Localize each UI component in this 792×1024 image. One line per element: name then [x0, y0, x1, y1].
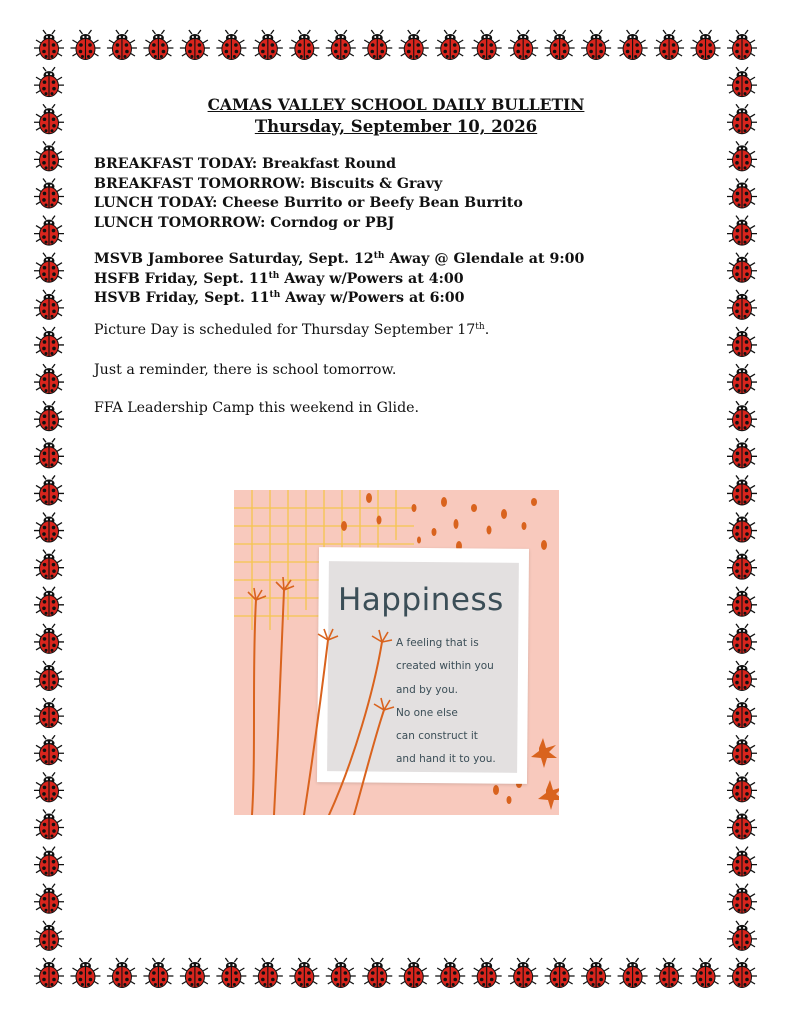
ladybug-icon — [289, 30, 319, 60]
ladybug-icon — [654, 30, 684, 60]
ladybug-icon — [435, 30, 465, 60]
ladybug-icon — [727, 810, 757, 840]
picture-day-announcement: Picture Day is scheduled for Thursday September 17th. — [94, 322, 490, 338]
sports-event: MSVB Jamboree Saturday, Sept. 12th Away @ Glendale at 9:00 — [94, 251, 585, 267]
ladybug-icon — [34, 513, 64, 543]
lunch-tomorrow: LUNCH TOMORROW: Corndog or PBJ — [94, 214, 395, 231]
ladybug-icon — [618, 958, 648, 988]
breakfast-today: BREAKFAST TODAY: Breakfast Round — [94, 156, 397, 172]
ladybug-icon — [34, 178, 64, 208]
ladybug-icon — [727, 847, 757, 877]
ladybug-icon — [34, 661, 64, 691]
ladybug-icon — [34, 327, 64, 357]
ladybug-icon — [691, 30, 721, 60]
ladybug-icon — [435, 958, 465, 988]
ladybug-icon — [727, 921, 757, 951]
ladybug-icon — [34, 216, 64, 246]
menu-section — [94, 155, 523, 233]
ladybug-icon — [34, 921, 64, 951]
quote-line: can construct it — [396, 730, 478, 743]
ladybug-icon — [216, 958, 246, 988]
ladybug-icon — [362, 958, 392, 988]
ladybug-icon — [180, 958, 210, 988]
ladybug-icon — [143, 958, 173, 988]
ladybug-icon — [70, 958, 100, 988]
ladybug-icon — [34, 364, 64, 394]
sports-event: HSVB Friday, Sept. 11th Away w/Powers at 6:00 — [94, 290, 465, 306]
ladybug-icon — [618, 30, 648, 60]
ladybug-icon — [107, 30, 137, 60]
ladybug-icon — [727, 587, 757, 617]
ladybug-icon — [34, 253, 64, 283]
image-quote — [396, 632, 526, 772]
ladybug-icon — [34, 698, 64, 728]
school-reminder: Just a reminder, there is school tomorrow. — [94, 362, 397, 378]
ladybug-icon — [362, 30, 392, 60]
quote-line: and by you. — [396, 683, 458, 696]
ladybug-icon — [727, 141, 757, 171]
ladybug-icon — [326, 30, 356, 60]
ladybug-icon — [70, 30, 100, 60]
quote-line: A feeling that is — [396, 637, 479, 649]
ladybug-icon — [34, 958, 64, 988]
ladybug-icon — [581, 30, 611, 60]
ladybug-icon — [34, 772, 64, 802]
ladybug-icon — [180, 30, 210, 60]
ladybug-icon — [727, 772, 757, 802]
ladybug-icon — [34, 438, 64, 468]
ladybug-icon — [472, 30, 502, 60]
ladybug-icon — [508, 958, 538, 988]
ladybug-icon — [727, 67, 757, 97]
ladybug-icon — [691, 958, 721, 988]
quote-line: created within you — [396, 660, 494, 673]
ladybug-icon — [727, 475, 757, 505]
ladybug-icon — [727, 513, 757, 543]
ladybug-icon — [34, 67, 64, 97]
ladybug-icon — [34, 550, 64, 580]
ladybug-icon — [727, 884, 757, 914]
ladybug-icon — [34, 624, 64, 654]
ladybug-icon — [727, 661, 757, 691]
ladybug-icon — [399, 958, 429, 988]
ladybug-icon — [727, 216, 757, 246]
ladybug-icon — [216, 30, 246, 60]
ladybug-icon — [253, 958, 283, 988]
ladybug-icon — [34, 735, 64, 765]
sports-event: HSFB Friday, Sept. 11th Away w/Powers at 4:00 — [94, 270, 464, 287]
ladybug-icon — [326, 958, 356, 988]
ffa-announcement: FFA Leadership Camp this weekend in Glide. — [94, 400, 420, 416]
ladybug-icon — [727, 253, 757, 283]
ladybug-icon — [727, 327, 757, 357]
ladybug-icon — [727, 958, 757, 988]
ladybug-icon — [727, 550, 757, 580]
ladybug-icon — [34, 884, 64, 914]
lunch-today: LUNCH TODAY: Cheese Burrito or Beefy Bean Burrito — [94, 195, 523, 211]
ladybug-icon — [34, 587, 64, 617]
ladybug-icon — [143, 30, 173, 60]
ladybug-icon — [727, 178, 757, 208]
ladybug-icon — [34, 290, 64, 320]
breakfast-tomorrow: BREAKFAST TOMORROW: Biscuits & Gravy — [94, 175, 443, 192]
ladybug-icon — [508, 30, 538, 60]
ladybug-icon — [727, 290, 757, 320]
sports-section — [94, 250, 584, 309]
ladybug-icon — [727, 624, 757, 654]
ladybug-icon — [107, 958, 137, 988]
ladybug-icon — [399, 30, 429, 60]
bulletin-title: CAMAS VALLEY SCHOOL DAILY BULLETIN — [207, 95, 585, 114]
ladybug-icon — [545, 30, 575, 60]
ladybug-icon — [727, 438, 757, 468]
ladybug-icon — [654, 958, 684, 988]
ladybug-icon — [727, 735, 757, 765]
bulletin-date: Thursday, September 10, 2026 — [254, 117, 538, 136]
ladybug-icon — [727, 401, 757, 431]
ladybug-icon — [289, 958, 319, 988]
quote-line: and hand it to you. — [396, 753, 496, 766]
ladybug-icon — [34, 401, 64, 431]
ladybug-icon — [581, 958, 611, 988]
ladybug-icon — [545, 958, 575, 988]
ladybug-icon — [34, 141, 64, 171]
ladybug-icon — [34, 847, 64, 877]
ladybug-icon — [727, 364, 757, 394]
ladybug-icon — [34, 475, 64, 505]
image-heading: Happiness — [338, 582, 504, 618]
ladybug-icon — [34, 810, 64, 840]
quote-line: No one else — [396, 706, 458, 719]
ladybug-icon — [34, 30, 64, 60]
ladybug-icon — [472, 958, 502, 988]
ladybug-icon — [253, 30, 283, 60]
ladybug-icon — [727, 30, 757, 60]
ladybug-icon — [727, 698, 757, 728]
